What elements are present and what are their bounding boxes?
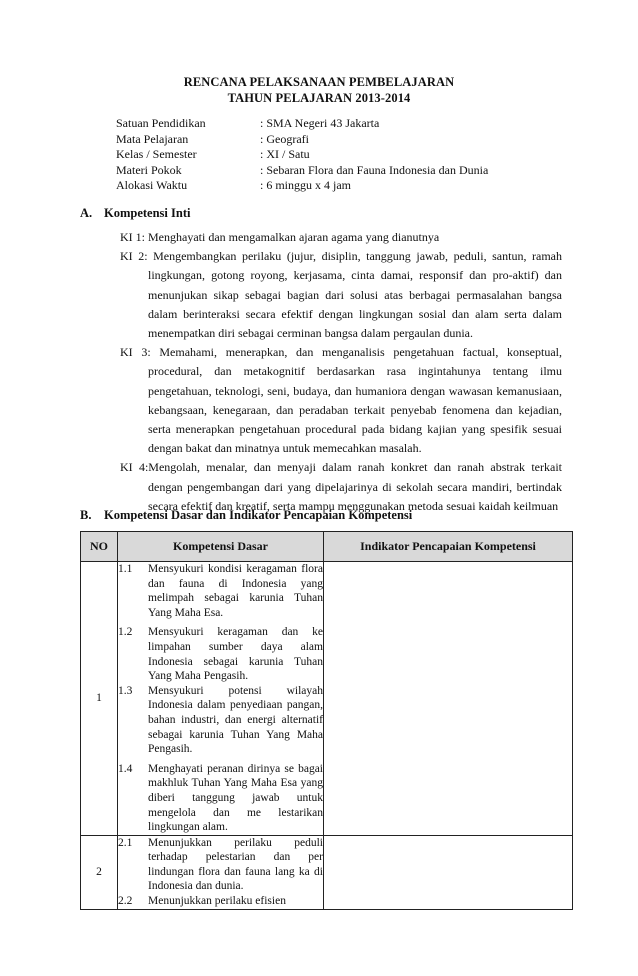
kd-text: Menunjukkan perilaku peduli terhadap pelestarian dan per lindungan flora dan fauna lang ka di Indonesia dan dunia. — [148, 836, 323, 893]
meta-label: Satuan Pendidikan — [116, 116, 206, 130]
indikator-cell — [324, 835, 573, 909]
ki-item: KI 3: Memahami, menerapkan, dan menganalisis pengetahuan factual, konseptual, procedural, dan metakognitif berdasarkan rasa ingintahunya tentang ilmu pengetahuan, teknologi, seni, budaya, dan humaniora dengan wawasan kemanusiaan, kebangsaan, kenegaraan, dan peradaban terkait penyebab fenomena dan kejadian, serta menerapkan pengetahuan procedural pada bidang kajian yang spesifik sesuai dengan bakat dan minatnya untuk memecahkan masalah. — [120, 345, 562, 456]
kd-text: Mensyukuri potensi wilayah Indonesia dalam penyediaan pangan, bahan industri, dan energi alternatif sebagai karunia Tuhan Yang Maha Pengasih. — [148, 684, 323, 756]
kd-item — [118, 762, 323, 835]
kd-item — [118, 625, 323, 683]
section-a-heading — [80, 206, 190, 221]
meta-row — [116, 116, 488, 132]
meta-label: Mata Pelajaran — [116, 131, 189, 146]
row-number: 1 — [81, 562, 118, 836]
kd-text: Menunjukkan perilaku efisien — [148, 895, 286, 908]
meta-value: : XI / Satu — [260, 147, 310, 162]
document-title: RENCANA PELAKSANAAN PEMBELAJARAN — [183, 75, 455, 89]
meta-row — [116, 147, 488, 163]
section-letter: B. — [80, 508, 92, 522]
kd-number: 1.4 — [118, 762, 133, 775]
identity-block — [116, 116, 488, 194]
kd-item — [118, 562, 323, 620]
table-row — [81, 835, 573, 909]
kompetensi-table — [80, 531, 573, 910]
meta-value: : Sebaran Flora dan Fauna Indonesia dan Dunia — [260, 162, 489, 177]
meta-label: Kelas / Semester — [116, 147, 197, 162]
ki-item: KI 1: Menghayati dan mengamalkan ajaran agama yang dianutnya — [120, 230, 440, 244]
meta-row — [116, 163, 488, 179]
section-title: Kompetensi Dasar dan Indikator Pencapaian Kompetensi — [104, 508, 413, 522]
kd-number: 1.1 — [118, 563, 133, 575]
kd-item — [118, 836, 323, 894]
kd-number: 2.1 — [118, 836, 133, 849]
meta-label: Alokasi Waktu — [116, 178, 188, 193]
header-indikator: Indikator Pencapaian Kompetensi — [324, 532, 573, 562]
meta-row — [116, 178, 488, 194]
kd-text: Mensyukuri keragaman dan ke limpahan sumber daya alam Indonesia sebagai karunia Tuhan Yang Maha Pengasih. — [148, 626, 323, 683]
header-kompetensi-dasar: Kompetensi Dasar — [118, 532, 324, 562]
kd-item — [118, 894, 323, 909]
section-letter: A. — [80, 206, 93, 220]
section-title: Kompetensi Inti — [104, 206, 191, 220]
table-header-row — [81, 532, 573, 562]
header-no: NO — [81, 532, 118, 562]
section-b-heading — [80, 508, 412, 523]
kd-number: 1.2 — [118, 626, 133, 639]
kd-item — [118, 684, 323, 757]
meta-value: : 6 minggu x 4 jam — [260, 178, 351, 193]
table-row — [81, 562, 573, 836]
ki-item: KI 2: Mengembangkan perilaku (jujur, disiplin, tanggung jawab, peduli, santun, ramah lingkungan, gotong royong, kerjasama, cinta damai, responsif dan pro-aktif) dan menunjukan sikap sebagai bagian dari solusi atas berbagai permasalahan bangsa dalam berinteraksi secara efektif dengan lingkungan sosial dan alam serta dalam menempatkan diri sebagai cerminan bangsa dalam pergaulan dunia. — [120, 249, 562, 341]
indikator-cell — [324, 562, 573, 836]
meta-value: : SMA Negeri 43 Jakarta — [260, 116, 380, 130]
kd-text: Menghayati peranan dirinya se bagai makhluk Tuhan Yang Maha Esa yang diberi tanggung jawab untuk mengelola dan me lestarikan lingkungan alam. — [148, 762, 323, 834]
kd-text: Mensyukuri kondisi keragaman flora dan fauna di Indonesia yang melimpah sebagai karunia Tuhan Yang Maha Esa. — [148, 563, 323, 619]
kompetensi-inti-list — [120, 228, 562, 516]
kd-cell — [118, 835, 324, 909]
kd-number: 1.3 — [118, 684, 133, 697]
meta-row — [116, 132, 488, 148]
kd-number: 2.2 — [118, 895, 133, 908]
kd-cell — [118, 562, 324, 836]
meta-value: : Geografi — [260, 131, 309, 146]
ki-item: KI 4:Mengolah, menalar, dan menyaji dalam ranah konkret dan ranah abstrak terkait dengan pengembangan dari yang dipelajarinya di sekolah secara mandiri, bertindak secara efektif dan kreatif, serta mampu menggunakan metoda sesuai kaidah keilmuan — [120, 460, 562, 513]
row-number: 2 — [81, 835, 118, 909]
meta-label: Materi Pokok — [116, 162, 182, 177]
document-subtitle: TAHUN PELAJARAN 2013-2014 — [227, 91, 411, 105]
